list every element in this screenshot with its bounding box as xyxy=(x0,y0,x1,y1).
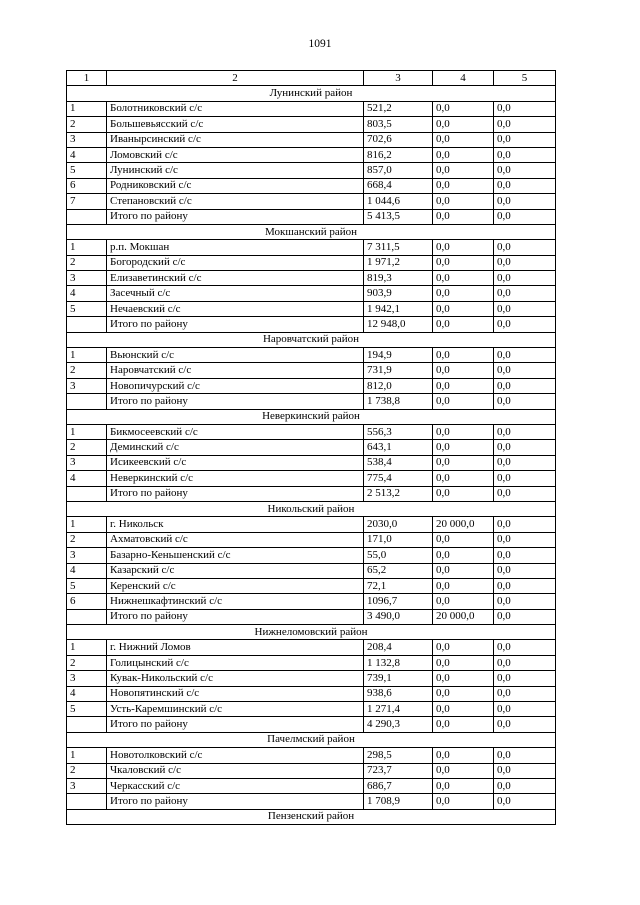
row-number: 1 xyxy=(67,424,107,439)
row-number: 3 xyxy=(67,671,107,686)
table-row xyxy=(67,240,556,255)
settlement-name: Итого по району xyxy=(107,609,364,624)
value-col3: 775,4 xyxy=(364,471,433,486)
value-col5: 0,0 xyxy=(494,147,556,162)
total-row xyxy=(67,794,556,809)
value-col4: 0,0 xyxy=(433,240,494,255)
value-col4: 0,0 xyxy=(433,548,494,563)
table-row xyxy=(67,655,556,670)
value-col3: 1 132,8 xyxy=(364,655,433,670)
total-row xyxy=(67,486,556,501)
value-col5: 0,0 xyxy=(494,548,556,563)
value-col4: 0,0 xyxy=(433,271,494,286)
table-row xyxy=(67,194,556,209)
value-col3: 857,0 xyxy=(364,163,433,178)
value-col3: 208,4 xyxy=(364,640,433,655)
section-header-row xyxy=(67,86,556,101)
value-col5: 0,0 xyxy=(494,348,556,363)
row-number: 5 xyxy=(67,702,107,717)
value-col5: 0,0 xyxy=(494,702,556,717)
column-header: 1 xyxy=(67,71,107,86)
value-col3: 816,2 xyxy=(364,147,433,162)
value-col3: 812,0 xyxy=(364,378,433,393)
value-col5: 0,0 xyxy=(494,424,556,439)
total-row xyxy=(67,394,556,409)
value-col5: 0,0 xyxy=(494,255,556,270)
value-col5: 0,0 xyxy=(494,240,556,255)
settlement-name: Вьюнский с/с xyxy=(107,348,364,363)
row-number: 4 xyxy=(67,471,107,486)
value-col3: 7 311,5 xyxy=(364,240,433,255)
table-row xyxy=(67,378,556,393)
value-col5: 0,0 xyxy=(494,394,556,409)
row-number: 1 xyxy=(67,748,107,763)
section-title: Мокшанский район xyxy=(67,224,556,239)
value-col4: 0,0 xyxy=(433,424,494,439)
settlement-name: г. Никольск xyxy=(107,517,364,532)
value-col5: 0,0 xyxy=(494,117,556,132)
settlement-name: Итого по району xyxy=(107,394,364,409)
value-col4: 0,0 xyxy=(433,163,494,178)
table-row xyxy=(67,255,556,270)
section-header-row xyxy=(67,501,556,516)
value-col4: 0,0 xyxy=(433,655,494,670)
value-col3: 702,6 xyxy=(364,132,433,147)
section-title: Пензенский район xyxy=(67,809,556,824)
settlement-name: Деминский с/с xyxy=(107,440,364,455)
row-number: 1 xyxy=(67,240,107,255)
table-row xyxy=(67,532,556,547)
value-col3: 643,1 xyxy=(364,440,433,455)
section-header-row xyxy=(67,732,556,747)
column-header: 3 xyxy=(364,71,433,86)
value-col4: 0,0 xyxy=(433,209,494,224)
value-col4: 0,0 xyxy=(433,363,494,378)
row-number: 5 xyxy=(67,301,107,316)
column-header: 5 xyxy=(494,71,556,86)
value-col3: 2 513,2 xyxy=(364,486,433,501)
settlement-name: Лунинский с/с xyxy=(107,163,364,178)
settlement-name: Кувак-Никольский с/с xyxy=(107,671,364,686)
value-col3: 194,9 xyxy=(364,348,433,363)
value-col5: 0,0 xyxy=(494,640,556,655)
value-col3: 686,7 xyxy=(364,778,433,793)
section-header-row xyxy=(67,332,556,347)
settlement-name: Бикмосеевский с/с xyxy=(107,424,364,439)
district-table xyxy=(66,70,556,825)
value-col5: 0,0 xyxy=(494,163,556,178)
settlement-name: Новотолковский с/с xyxy=(107,748,364,763)
row-number: 1 xyxy=(67,640,107,655)
value-col5: 0,0 xyxy=(494,686,556,701)
value-col5: 0,0 xyxy=(494,440,556,455)
row-number xyxy=(67,609,107,624)
table-row xyxy=(67,455,556,470)
settlement-name: р.п. Мокшан xyxy=(107,240,364,255)
value-col4: 0,0 xyxy=(433,717,494,732)
value-col5: 0,0 xyxy=(494,286,556,301)
section-header-row xyxy=(67,809,556,824)
value-col5: 0,0 xyxy=(494,594,556,609)
value-col3: 4 290,3 xyxy=(364,717,433,732)
table-row xyxy=(67,363,556,378)
row-number: 4 xyxy=(67,147,107,162)
row-number: 2 xyxy=(67,763,107,778)
settlement-name: Новопичурский с/с xyxy=(107,378,364,393)
value-col4: 0,0 xyxy=(433,394,494,409)
section-header-row xyxy=(67,409,556,424)
column-header-row xyxy=(67,71,556,86)
value-col5: 0,0 xyxy=(494,655,556,670)
total-row xyxy=(67,609,556,624)
row-number: 4 xyxy=(67,686,107,701)
section-title: Неверкинский район xyxy=(67,409,556,424)
value-col5: 0,0 xyxy=(494,363,556,378)
value-col5: 0,0 xyxy=(494,778,556,793)
row-number: 7 xyxy=(67,194,107,209)
value-col4: 0,0 xyxy=(433,671,494,686)
value-col3: 1096,7 xyxy=(364,594,433,609)
row-number xyxy=(67,317,107,332)
value-col5: 0,0 xyxy=(494,609,556,624)
settlement-name: Родниковский с/с xyxy=(107,178,364,193)
settlement-name: Чкаловский с/с xyxy=(107,763,364,778)
value-col5: 0,0 xyxy=(494,763,556,778)
settlement-name: Итого по району xyxy=(107,486,364,501)
value-col3: 819,3 xyxy=(364,271,433,286)
value-col5: 0,0 xyxy=(494,101,556,116)
value-col4: 0,0 xyxy=(433,763,494,778)
row-number: 3 xyxy=(67,271,107,286)
value-col4: 0,0 xyxy=(433,101,494,116)
value-col3: 1 942,1 xyxy=(364,301,433,316)
table-row xyxy=(67,101,556,116)
section-title: Пачелмский район xyxy=(67,732,556,747)
value-col4: 0,0 xyxy=(433,794,494,809)
settlement-name: Черкасский с/с xyxy=(107,778,364,793)
table-row xyxy=(67,686,556,701)
value-col3: 668,4 xyxy=(364,178,433,193)
page-number: 1091 xyxy=(308,38,332,50)
row-number: 4 xyxy=(67,286,107,301)
value-col3: 521,2 xyxy=(364,101,433,116)
total-row xyxy=(67,317,556,332)
value-col5: 0,0 xyxy=(494,317,556,332)
settlement-name: Наровчатский с/с xyxy=(107,363,364,378)
column-header: 4 xyxy=(433,71,494,86)
settlement-name: Засечный с/с xyxy=(107,286,364,301)
row-number: 5 xyxy=(67,578,107,593)
settlement-name: Базарно-Кеньшенский с/с xyxy=(107,548,364,563)
value-col3: 731,9 xyxy=(364,363,433,378)
row-number: 3 xyxy=(67,548,107,563)
value-col3: 1 738,8 xyxy=(364,394,433,409)
value-col4: 0,0 xyxy=(433,748,494,763)
row-number xyxy=(67,209,107,224)
value-col5: 0,0 xyxy=(494,209,556,224)
value-col5: 0,0 xyxy=(494,455,556,470)
value-col4: 0,0 xyxy=(433,440,494,455)
value-col3: 72,1 xyxy=(364,578,433,593)
table-row xyxy=(67,778,556,793)
value-col4: 0,0 xyxy=(433,471,494,486)
row-number: 2 xyxy=(67,117,107,132)
table-row xyxy=(67,178,556,193)
value-col4: 0,0 xyxy=(433,686,494,701)
value-col3: 739,1 xyxy=(364,671,433,686)
settlement-name: Степановский с/с xyxy=(107,194,364,209)
value-col5: 0,0 xyxy=(494,671,556,686)
value-col4: 0,0 xyxy=(433,532,494,547)
row-number: 2 xyxy=(67,255,107,270)
section-title: Лунинский район xyxy=(67,86,556,101)
row-number: 2 xyxy=(67,440,107,455)
table-row xyxy=(67,548,556,563)
value-col5: 0,0 xyxy=(494,271,556,286)
value-col3: 5 413,5 xyxy=(364,209,433,224)
value-col3: 556,3 xyxy=(364,424,433,439)
row-number: 1 xyxy=(67,348,107,363)
row-number: 6 xyxy=(67,178,107,193)
value-col3: 12 948,0 xyxy=(364,317,433,332)
settlement-name: Исикеевский с/с xyxy=(107,455,364,470)
table-row xyxy=(67,271,556,286)
column-header: 2 xyxy=(107,71,364,86)
table-row xyxy=(67,594,556,609)
row-number: 1 xyxy=(67,101,107,116)
value-col5: 0,0 xyxy=(494,486,556,501)
row-number: 3 xyxy=(67,778,107,793)
row-number: 2 xyxy=(67,655,107,670)
value-col3: 298,5 xyxy=(364,748,433,763)
value-col3: 65,2 xyxy=(364,563,433,578)
row-number: 2 xyxy=(67,532,107,547)
row-number: 6 xyxy=(67,594,107,609)
table-row xyxy=(67,578,556,593)
table-row xyxy=(67,702,556,717)
value-col4: 0,0 xyxy=(433,301,494,316)
row-number: 3 xyxy=(67,455,107,470)
value-col4: 0,0 xyxy=(433,194,494,209)
table-row xyxy=(67,301,556,316)
value-col4: 0,0 xyxy=(433,640,494,655)
value-col3: 538,4 xyxy=(364,455,433,470)
value-col3: 903,9 xyxy=(364,286,433,301)
settlement-name: Елизаветинский с/с xyxy=(107,271,364,286)
value-col3: 2030,0 xyxy=(364,517,433,532)
value-col3: 1 708,9 xyxy=(364,794,433,809)
row-number: 3 xyxy=(67,132,107,147)
value-col4: 0,0 xyxy=(433,378,494,393)
value-col4: 0,0 xyxy=(433,348,494,363)
total-row xyxy=(67,717,556,732)
value-col3: 1 044,6 xyxy=(364,194,433,209)
value-col5: 0,0 xyxy=(494,178,556,193)
row-number xyxy=(67,717,107,732)
settlement-name: Ахматовский с/с xyxy=(107,532,364,547)
settlement-name: Большевьясский с/с xyxy=(107,117,364,132)
settlement-name: Усть-Каремшинский с/с xyxy=(107,702,364,717)
value-col3: 171,0 xyxy=(364,532,433,547)
table-row xyxy=(67,147,556,162)
settlement-name: Нижнешкафтинский с/с xyxy=(107,594,364,609)
value-col3: 803,5 xyxy=(364,117,433,132)
section-title: Наровчатский район xyxy=(67,332,556,347)
value-col4: 0,0 xyxy=(433,178,494,193)
value-col5: 0,0 xyxy=(494,132,556,147)
value-col4: 0,0 xyxy=(433,286,494,301)
table-row xyxy=(67,348,556,363)
row-number: 4 xyxy=(67,563,107,578)
value-col5: 0,0 xyxy=(494,517,556,532)
settlement-name: Итого по району xyxy=(107,794,364,809)
table-row xyxy=(67,286,556,301)
value-col3: 723,7 xyxy=(364,763,433,778)
value-col3: 1 271,4 xyxy=(364,702,433,717)
value-col4: 0,0 xyxy=(433,455,494,470)
section-header-row xyxy=(67,224,556,239)
value-col4: 0,0 xyxy=(433,117,494,132)
table-row xyxy=(67,440,556,455)
value-col4: 0,0 xyxy=(433,147,494,162)
value-col4: 0,0 xyxy=(433,255,494,270)
value-col3: 3 490,0 xyxy=(364,609,433,624)
table-row xyxy=(67,163,556,178)
settlement-name: г. Нижний Ломов xyxy=(107,640,364,655)
table-body xyxy=(67,71,556,825)
value-col5: 0,0 xyxy=(494,378,556,393)
value-col4: 0,0 xyxy=(433,778,494,793)
value-col5: 0,0 xyxy=(494,563,556,578)
value-col4: 0,0 xyxy=(433,563,494,578)
table-row xyxy=(67,671,556,686)
value-col4: 0,0 xyxy=(433,486,494,501)
value-col4: 20 000,0 xyxy=(433,609,494,624)
value-col5: 0,0 xyxy=(494,717,556,732)
settlement-name: Керенский с/с xyxy=(107,578,364,593)
settlement-name: Иванырсинский с/с xyxy=(107,132,364,147)
value-col3: 55,0 xyxy=(364,548,433,563)
value-col5: 0,0 xyxy=(494,578,556,593)
row-number xyxy=(67,794,107,809)
table-row xyxy=(67,563,556,578)
settlement-name: Итого по району xyxy=(107,209,364,224)
value-col4: 0,0 xyxy=(433,702,494,717)
settlement-name: Неверкинский с/с xyxy=(107,471,364,486)
table-row xyxy=(67,471,556,486)
value-col4: 0,0 xyxy=(433,132,494,147)
table-row xyxy=(67,748,556,763)
settlement-name: Казарский с/с xyxy=(107,563,364,578)
value-col5: 0,0 xyxy=(494,194,556,209)
row-number: 3 xyxy=(67,378,107,393)
value-col5: 0,0 xyxy=(494,532,556,547)
settlement-name: Болотниковский с/с xyxy=(107,101,364,116)
row-number xyxy=(67,394,107,409)
table-row xyxy=(67,517,556,532)
value-col5: 0,0 xyxy=(494,471,556,486)
table-row xyxy=(67,117,556,132)
table-row xyxy=(67,640,556,655)
value-col4: 0,0 xyxy=(433,578,494,593)
section-title: Нижнеломовский район xyxy=(67,625,556,640)
table-row xyxy=(67,424,556,439)
value-col4: 0,0 xyxy=(433,317,494,332)
section-header-row xyxy=(67,625,556,640)
row-number: 2 xyxy=(67,363,107,378)
value-col4: 0,0 xyxy=(433,594,494,609)
settlement-name: Нечаевский с/с xyxy=(107,301,364,316)
settlement-name: Новопятинский с/с xyxy=(107,686,364,701)
value-col5: 0,0 xyxy=(494,794,556,809)
value-col4: 20 000,0 xyxy=(433,517,494,532)
value-col3: 938,6 xyxy=(364,686,433,701)
row-number xyxy=(67,486,107,501)
table-row xyxy=(67,132,556,147)
row-number: 5 xyxy=(67,163,107,178)
value-col5: 0,0 xyxy=(494,748,556,763)
table-row xyxy=(67,763,556,778)
row-number: 1 xyxy=(67,517,107,532)
value-col5: 0,0 xyxy=(494,301,556,316)
settlement-name: Итого по району xyxy=(107,317,364,332)
settlement-name: Голицынский с/с xyxy=(107,655,364,670)
total-row xyxy=(67,209,556,224)
settlement-name: Итого по району xyxy=(107,717,364,732)
settlement-name: Богородский с/с xyxy=(107,255,364,270)
value-col3: 1 971,2 xyxy=(364,255,433,270)
settlement-name: Ломовский с/с xyxy=(107,147,364,162)
section-title: Никольский район xyxy=(67,501,556,516)
